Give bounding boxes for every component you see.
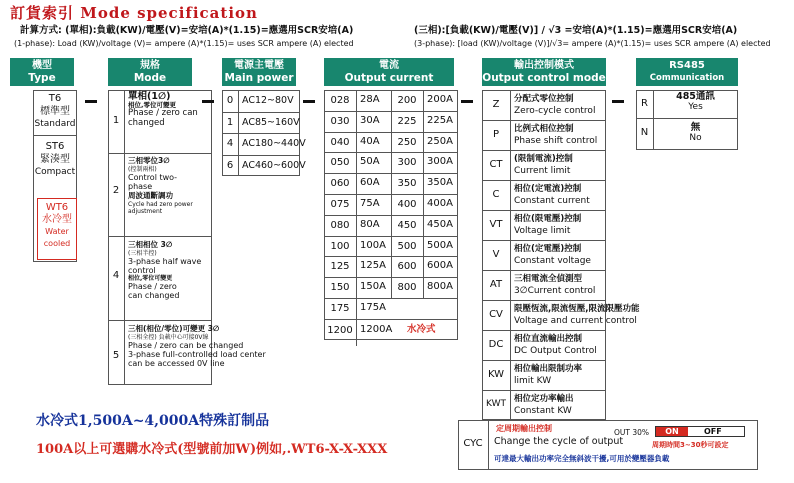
control-row-divider bbox=[482, 180, 606, 181]
type-header-en: Type bbox=[28, 72, 56, 84]
mode-code-5: 5 bbox=[112, 350, 120, 361]
current-label-1200: 1200A bbox=[360, 323, 393, 335]
current-label: 250A bbox=[427, 135, 453, 147]
control-option-zh: 相位(定電壓)控制 bbox=[514, 244, 582, 254]
control-row-divider bbox=[482, 270, 606, 271]
power-option-label: AC12~80V bbox=[242, 95, 294, 106]
cyc-on-label: ON bbox=[656, 427, 688, 436]
control-option-zh: 限壓恆流,限流恆壓,限流限壓功能 bbox=[514, 304, 640, 314]
control-option-en: Voltage and current control bbox=[514, 316, 637, 326]
formula-single-phase-en: (1-phase): Load (KW)/voltage (V)= ampere (A)*(1.15)= uses SCR ampere (A) elected bbox=[14, 39, 354, 48]
current-label: 60A bbox=[360, 177, 380, 189]
power-row-divider bbox=[222, 133, 300, 134]
footer-water-cooled-note: 水冷式1,500A~4,000A特殊訂制品 bbox=[36, 413, 270, 429]
control-option-en: DC Output Control bbox=[514, 346, 597, 356]
formula-three-phase: (三相):[負載(KW)/電壓(V)] / √3 =安培(A)*(1.15)=應選用SCR安培(A) bbox=[414, 25, 738, 36]
control-option-en: 3∅Current control bbox=[514, 286, 596, 296]
comm-code-r: R bbox=[641, 98, 648, 109]
current-code: 040 bbox=[330, 136, 350, 148]
cyc-note-period: 周期時間3~30秒可設定 bbox=[652, 441, 729, 449]
current-label: 400A bbox=[427, 198, 453, 209]
power-code: 0 bbox=[226, 95, 234, 106]
control-option-zh: 相位直流輸出控制 bbox=[514, 334, 583, 344]
power-code: 1 bbox=[226, 116, 234, 128]
control-code: P bbox=[492, 129, 500, 140]
current-col-divider bbox=[356, 90, 357, 319]
control-code: CV bbox=[489, 309, 503, 320]
power-row-divider bbox=[222, 112, 300, 113]
comm-item-no: 無 No bbox=[689, 122, 702, 143]
control-option-zh: 相位定功率輸出 bbox=[514, 394, 574, 404]
mode-item-4: 三相相位 3∅ (三相半控) 3-phase half wave control 相位,零位可變更 Phase / zero can changed bbox=[128, 240, 202, 300]
current-code: 030 bbox=[330, 115, 350, 127]
control-option-en: Constant voltage bbox=[514, 256, 591, 266]
power-code: 6 bbox=[226, 159, 234, 171]
type-header-zh: 機型 bbox=[32, 60, 52, 71]
current-code: 450 bbox=[397, 219, 417, 231]
current-label: 125A bbox=[360, 260, 386, 272]
current-code: 350 bbox=[397, 178, 417, 190]
control-code: DC bbox=[488, 339, 504, 350]
cyc-toggle-bar bbox=[655, 426, 745, 437]
control-code: KWT bbox=[486, 399, 506, 409]
control-row-divider bbox=[482, 360, 606, 361]
current-label: 600A bbox=[427, 260, 453, 272]
cyc-off-label: OFF bbox=[704, 427, 722, 436]
control-option-zh: 三相電流全偵測型 bbox=[514, 274, 583, 284]
mode-code-4: 4 bbox=[112, 270, 120, 281]
current-row-divider bbox=[324, 298, 458, 299]
mode-item-1: 單相(1∅) 相位,零位可變更 Phase / zero can changed bbox=[128, 91, 198, 128]
current-label: 100A bbox=[360, 239, 386, 251]
current-label: 500A bbox=[427, 239, 453, 251]
control-code: KW bbox=[487, 369, 505, 380]
control-option-en: Zero-cycle control bbox=[514, 106, 596, 116]
control-option-zh: 比例式相位控制 bbox=[514, 124, 574, 134]
current-water-cooled-note: 水冷式 bbox=[407, 323, 436, 335]
control-option-en: Constant KW bbox=[514, 406, 572, 416]
current-code: 225 bbox=[397, 115, 417, 127]
formula-three-phase-en: (3-phase): [load (KW)/voltage (V)]/√3= ampere (A)*(1.15)= uses SCR ampere (A) elected bbox=[414, 39, 771, 48]
power-header: 電源主電壓 Main power bbox=[222, 58, 296, 86]
power-option-label: AC85~160V bbox=[242, 116, 300, 128]
cyc-code: CYC bbox=[463, 438, 483, 449]
current-label: 30A bbox=[360, 114, 380, 126]
current-label: 28A bbox=[360, 94, 380, 105]
mode-header: 規格 Mode bbox=[108, 58, 192, 86]
control-row-divider bbox=[482, 300, 606, 301]
control-code: V bbox=[492, 249, 500, 260]
current-code: 600 bbox=[397, 261, 417, 273]
current-code: 200 bbox=[397, 95, 417, 106]
control-option-zh: 相位(定電流)控制 bbox=[514, 184, 582, 194]
control-option-zh: 分配式零位控制 bbox=[514, 94, 574, 104]
control-option-en: Phase shift control bbox=[514, 136, 598, 146]
mode-item-5: 三相(相位/零位)可變更 3∅ (三相全控) 負載中心可接0V線 Phase / zero can be changed 3-phase full-controlled load center can be accessed 0V line bbox=[128, 324, 266, 368]
control-option-zh: 相位輸出限制功率 bbox=[514, 364, 583, 374]
current-label: 50A bbox=[360, 156, 380, 168]
cyc-out-label: OUT 30% bbox=[614, 428, 650, 437]
current-label: 175A bbox=[360, 302, 386, 313]
current-label: 300A bbox=[427, 156, 453, 168]
page-title: 訂貨索引 Mode specification bbox=[10, 4, 258, 22]
type-header bbox=[10, 58, 74, 86]
current-code-1200: 1200 bbox=[327, 324, 353, 336]
power-option-label: AC180~440V bbox=[242, 138, 306, 149]
current-label: 800A bbox=[427, 281, 453, 293]
current-label: 40A bbox=[360, 135, 380, 147]
control-row-divider bbox=[482, 240, 606, 241]
cyc-en: Change the cycle of output bbox=[494, 436, 624, 447]
current-code: 400 bbox=[397, 199, 417, 210]
control-header: 輸出控制模式 Output control mode bbox=[482, 60, 606, 84]
cyc-note-benefit: 可達最大輸出功率完全無斜波干擾,可用於變壓器負載 bbox=[494, 454, 670, 463]
current-code: 075 bbox=[330, 199, 350, 210]
control-row-divider bbox=[482, 120, 606, 121]
type-item-st6: ST6 緊湊型 Compact bbox=[34, 141, 76, 177]
mode-code-1: 1 bbox=[112, 115, 120, 126]
control-row-divider bbox=[482, 330, 606, 331]
control-row-divider bbox=[482, 210, 606, 211]
current-label: 450A bbox=[427, 218, 453, 230]
current-code: 175 bbox=[330, 303, 350, 314]
current-label: 80A bbox=[360, 218, 380, 230]
current-header: 電流 Output current bbox=[324, 58, 454, 86]
current-code: 125 bbox=[330, 261, 350, 273]
control-option-en: limit KW bbox=[514, 376, 552, 386]
cyc-zh: 定周期輸出控制 bbox=[496, 424, 552, 433]
control-code: CT bbox=[489, 159, 503, 170]
mode-item-2: 三相零位3∅ (控制兩相) Control two-phase 周波通斷調功 Cycle had zero power adjustment bbox=[128, 156, 193, 215]
current-code: 300 bbox=[397, 157, 417, 169]
current-label: 200A bbox=[427, 94, 453, 105]
current-code: 500 bbox=[397, 240, 417, 252]
current-code: 800 bbox=[397, 282, 417, 294]
current-label: 225A bbox=[427, 114, 453, 126]
formula-single-phase: 計算方式: (單相):負載(KW)/電壓(V)=安培(A)*(1.15)=應選用SCR安培(A) bbox=[20, 25, 354, 36]
comm-code-n: N bbox=[640, 127, 649, 138]
footer-model-example: 100A以上可選購水冷式(型號前加W)例如,.WT6-X-X-XXX bbox=[36, 442, 388, 457]
control-option-en: Current limit bbox=[514, 166, 571, 176]
current-col-divider bbox=[423, 90, 424, 298]
comm-header: RS485 Communication bbox=[636, 58, 738, 86]
mode-code-2: 2 bbox=[112, 185, 120, 196]
power-option-label: AC460~600V bbox=[242, 159, 306, 171]
power-code: 4 bbox=[226, 138, 234, 149]
control-code: AT bbox=[489, 279, 503, 290]
comm-item-yes: 485通訊 Yes bbox=[676, 91, 715, 112]
current-code: 080 bbox=[330, 219, 350, 231]
current-label: 350A bbox=[427, 177, 453, 189]
type-item-wt6: WT6 水冷型 Water cooled bbox=[37, 198, 77, 260]
control-option-zh: 相位(限電壓)控制 bbox=[514, 214, 582, 224]
control-option-en: Voltage limit bbox=[514, 226, 571, 236]
control-code: Z bbox=[492, 99, 500, 110]
current-code: 150 bbox=[330, 282, 350, 294]
control-row-divider bbox=[482, 390, 606, 391]
control-option-en: Constant current bbox=[514, 196, 590, 206]
current-code: 060 bbox=[330, 178, 350, 190]
current-label: 75A bbox=[360, 198, 380, 209]
current-label: 150A bbox=[360, 281, 386, 293]
current-code: 050 bbox=[330, 157, 350, 169]
control-code: C bbox=[492, 189, 500, 200]
control-code: VT bbox=[489, 219, 503, 230]
type-item-t6: T6 標準型 Standard bbox=[34, 93, 76, 129]
current-code: 028 bbox=[330, 95, 350, 106]
power-row-divider bbox=[222, 155, 300, 156]
current-code: 100 bbox=[330, 240, 350, 252]
current-col-divider bbox=[356, 319, 357, 346]
current-code: 250 bbox=[397, 136, 417, 148]
current-row-divider bbox=[324, 319, 458, 320]
control-option-zh: (限制電流)控制 bbox=[514, 154, 573, 164]
control-row-divider bbox=[482, 150, 606, 151]
